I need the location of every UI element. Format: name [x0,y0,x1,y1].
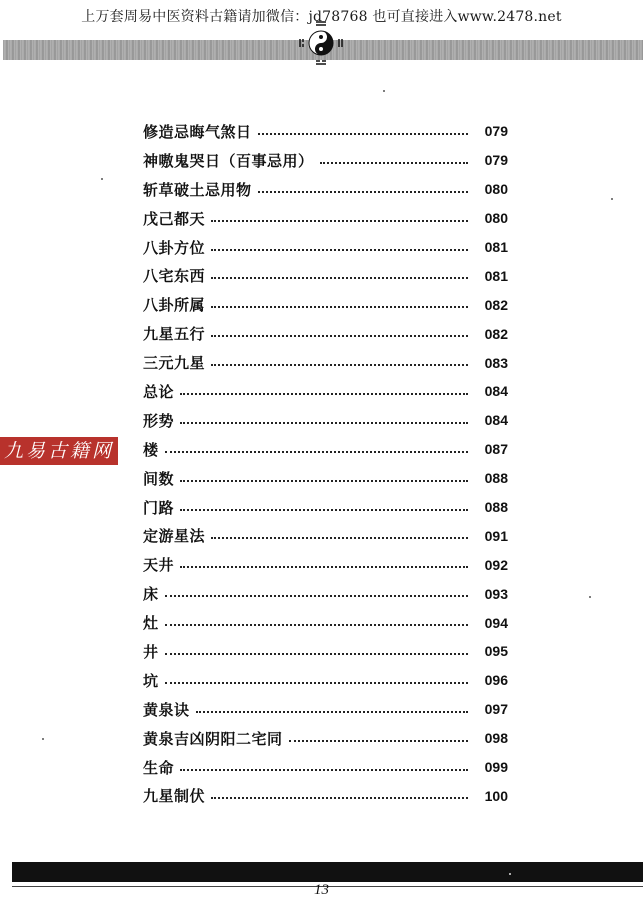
scan-speck [509,873,511,875]
toc-dot-leader [258,132,468,135]
toc-entry-page: 081 [484,239,508,255]
toc-entry-page: 079 [484,152,508,169]
toc-entry-page: 091 [484,527,508,544]
toc-entry [143,233,508,262]
toc-entry-page: 084 [484,412,508,429]
toc-entry [143,464,508,493]
toc-entry-title: 间数 [143,469,175,488]
toc-entry-title: 坑 [143,671,159,690]
toc-entry-title: 灶 [143,614,159,633]
toc-entry-title: 九星五行 [143,325,206,344]
toc-dot-leader [320,161,468,164]
toc-entry-title: 神嗷鬼哭日（百事忌用） [143,151,314,170]
toc-dot-leader [211,276,468,279]
toc-entry [143,493,508,522]
toc-dot-leader [289,739,468,742]
toc-entry-page: 094 [484,614,508,631]
toc-dot-leader [180,565,468,568]
toc-entry-page: 098 [484,730,508,747]
toc-entry [143,146,508,175]
toc-entry-page: 097 [484,701,508,718]
yin-yang-bagua-logo-icon [296,18,346,68]
toc-entry-page: 100 [484,787,508,804]
toc-entry-title: 斩草破土忌用物 [143,180,252,199]
toc-entry [143,175,508,204]
toc-entry [143,261,508,290]
toc-entry-title: 九星制伏 [143,787,206,806]
toc-dot-leader [180,421,468,424]
toc-dot-leader [211,334,468,337]
toc-entry-title: 床 [143,585,159,604]
toc-dot-leader [211,363,468,366]
toc-dot-leader [165,681,468,684]
toc-dot-leader [258,190,468,193]
toc-entry-title: 天井 [143,556,175,575]
toc-dot-leader [211,796,468,799]
toc-entry-title: 戊己都天 [143,209,206,228]
toc-entry-title: 门路 [143,498,175,517]
toc-entry [143,579,508,608]
toc-entry [143,319,508,348]
toc-entry-page: 095 [484,643,508,660]
toc-entry-page: 092 [484,556,508,573]
toc-entry [143,637,508,666]
toc-entry [143,781,508,810]
toc-entry [143,377,508,406]
toc-entry-page: 093 [484,585,508,602]
toc-entry-page: 083 [484,354,508,371]
toc-entry-page: 087 [484,441,508,458]
toc-entry-page: 088 [484,470,508,487]
toc-entry [143,204,508,233]
scan-speck [383,90,385,92]
toc-entry-title: 楼 [143,440,159,459]
toc-entry [143,550,508,579]
toc-entry-page: 079 [484,123,508,140]
toc-entry-page: 082 [484,296,508,313]
toc-entry [143,666,508,695]
toc-entry-title: 总论 [143,382,175,401]
toc-entry-page: 096 [484,672,508,689]
toc-entry [143,608,508,637]
toc-entry [143,724,508,753]
scan-speck [589,596,591,598]
toc-entry-page: 099 [484,759,508,776]
toc-entry [143,435,508,464]
toc-entry [143,290,508,319]
scan-speck [101,178,103,180]
scan-speck [42,738,44,740]
toc-dot-leader [211,305,468,308]
toc-entry-title: 形势 [143,411,175,430]
toc-entry-page: 080 [484,181,508,198]
toc-dot-leader [180,479,468,482]
site-watermark: 九易古籍网 [0,437,118,465]
header-banner-text: 上万套周易中医资料古籍请加微信：jd78768 也可直接进入www.2478.net [81,9,562,25]
toc-entry-title: 黄泉诀 [143,700,190,719]
toc-entry-title: 三元九星 [143,354,206,373]
toc-entry [143,753,508,782]
toc-dot-leader [211,248,468,251]
toc-entry [143,695,508,724]
scan-speck [611,198,613,200]
toc-entry [143,406,508,435]
toc-dot-leader [196,710,468,713]
toc-dot-leader [180,392,468,395]
toc-dot-leader [165,450,468,453]
toc-dot-leader [180,508,468,511]
toc-entry-page: 080 [484,210,508,227]
toc-dot-leader [211,219,468,222]
toc-entry-page: 084 [484,383,508,400]
toc-dot-leader [211,536,468,539]
toc-dot-leader [180,768,468,771]
page-number: 13 [314,882,329,898]
toc-dot-leader [165,594,468,597]
toc-entry-title: 修造忌晦气煞日 [143,122,252,141]
toc-entry [143,521,508,550]
toc-entry-title: 生命 [143,758,175,777]
toc-dot-leader [165,652,468,655]
toc-entry-title: 八卦所属 [143,296,206,315]
toc-entry-title: 八宅东西 [143,267,206,286]
toc-entry-title: 黄泉吉凶阴阳二宅同 [143,729,283,748]
toc-entry-page: 081 [484,267,508,284]
toc-entry-title: 井 [143,642,159,661]
toc-entry-page: 082 [484,325,508,342]
table-of-contents [143,117,508,810]
toc-dot-leader [165,623,468,626]
toc-entry-page: 088 [484,499,508,516]
toc-entry-title: 八卦方位 [143,238,206,257]
footer-band [12,862,643,882]
toc-entry [143,348,508,377]
toc-entry [143,117,508,146]
toc-entry-title: 定游星法 [143,527,206,546]
